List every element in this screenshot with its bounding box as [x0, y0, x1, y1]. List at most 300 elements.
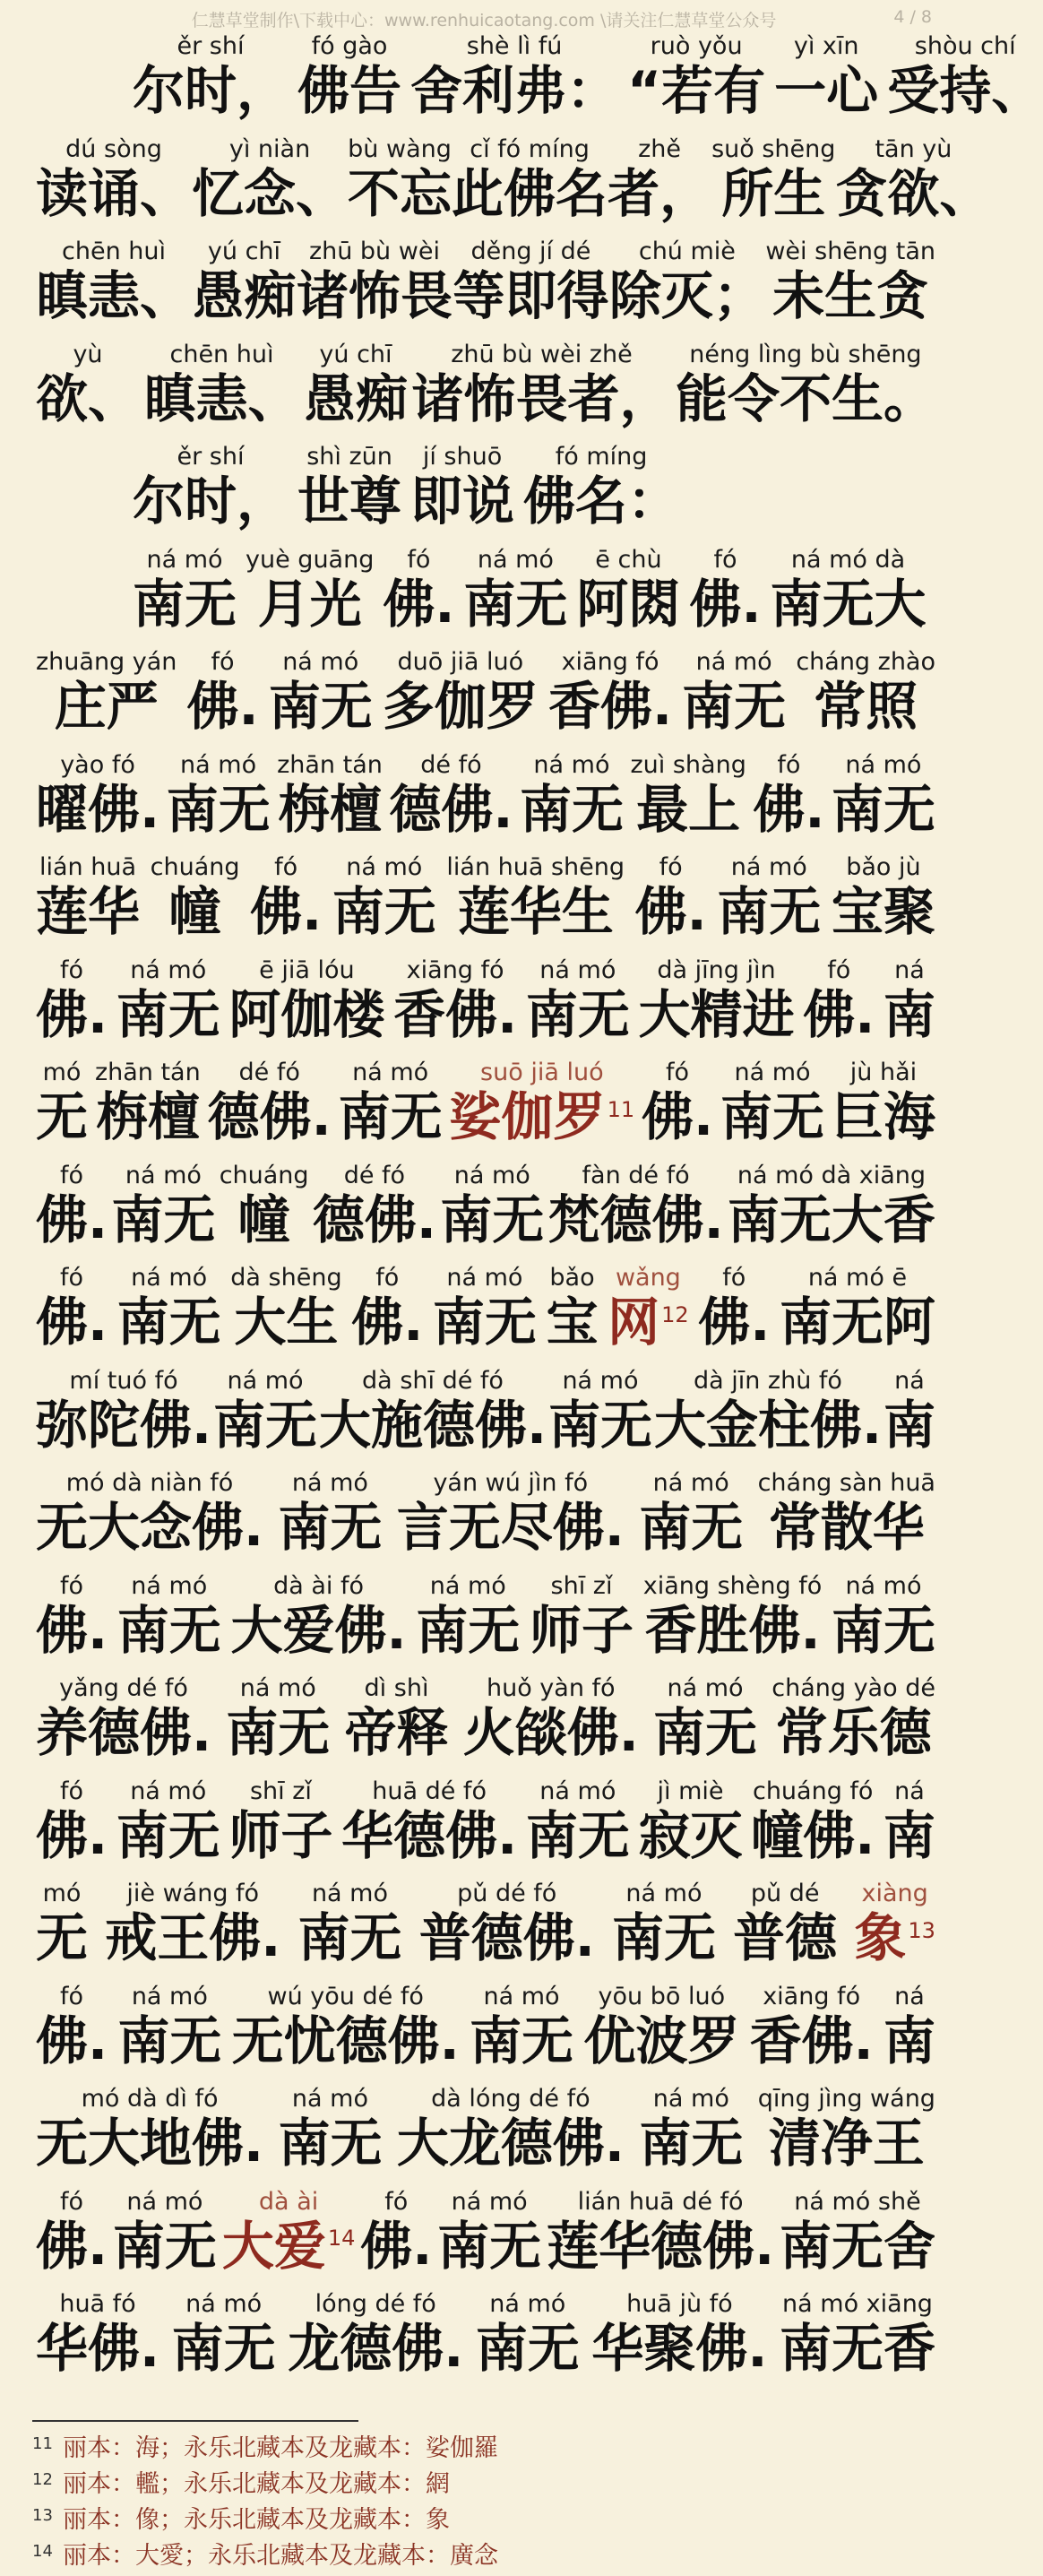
hanzi: 诸怖畏者，	[411, 367, 672, 429]
hanzi: 南无	[117, 2010, 222, 2071]
text-line	[36, 238, 935, 331]
pinyin: fó	[60, 1776, 84, 1805]
hanzi: 清净王	[768, 2113, 925, 2174]
word-unit	[630, 751, 746, 839]
hanzi: 佛.	[642, 1086, 714, 1147]
hanzi: 南	[883, 983, 935, 1045]
hanzi: 未生贪	[772, 265, 929, 326]
pinyin: děng jí dé	[470, 238, 591, 265]
hanzi: 者，	[608, 162, 712, 224]
word-unit	[117, 1983, 221, 2070]
word-unit	[770, 546, 926, 634]
word-unit	[36, 1777, 108, 1865]
text-line	[36, 2085, 935, 2178]
pinyin: fó	[60, 2187, 84, 2216]
word-unit	[36, 1469, 263, 1557]
hanzi: 南无	[116, 1599, 221, 1661]
hanzi: 南无	[416, 1599, 521, 1661]
word-unit	[753, 751, 824, 839]
pinyin: shī zǐ	[249, 1776, 312, 1805]
word-unit	[887, 32, 1043, 120]
pinyin: ná mó	[730, 853, 807, 881]
footnote-ref[interactable]: 13	[908, 1917, 935, 1943]
hanzi: 南无	[519, 778, 624, 840]
word-unit	[523, 443, 679, 531]
hanzi: 大生	[234, 1292, 339, 1353]
hanzi: 佛.	[36, 1292, 108, 1353]
word-unit	[720, 1059, 824, 1146]
hanzi: 无大地佛.	[36, 2113, 264, 2174]
pinyin: fó gào	[311, 32, 388, 60]
hanzi: 南无	[831, 1599, 935, 1661]
hanzi: 师子	[530, 1599, 634, 1661]
pinyin: yì niàn	[228, 134, 311, 163]
hanzi: 一心	[774, 60, 879, 121]
word-unit	[639, 1777, 743, 1865]
pinyin: dà shī dé fó	[362, 1366, 504, 1395]
word-unit	[639, 2085, 743, 2173]
pinyin: fó	[777, 750, 801, 779]
pinyin: chuáng	[219, 1161, 309, 1189]
pinyin: ná mó	[845, 1571, 922, 1600]
hanzi: 佛.	[186, 676, 259, 737]
hanzi: 香佛.	[749, 2010, 874, 2071]
hanzi: 龙德佛.	[288, 2318, 464, 2379]
hanzi: 南无	[133, 573, 237, 635]
pinyin: fó	[659, 853, 683, 881]
word-unit	[526, 956, 630, 1044]
word-unit	[213, 1367, 317, 1455]
word-unit	[682, 648, 786, 736]
pinyin: shī zǐ	[550, 1571, 613, 1600]
word-unit	[698, 1264, 770, 1352]
word-unit	[419, 1880, 595, 1967]
word-unit	[463, 1674, 639, 1762]
word-unit	[167, 751, 271, 839]
hanzi: 阿閦	[576, 573, 681, 635]
word-unit	[111, 1162, 215, 1249]
hanzi: 常散华	[768, 1497, 925, 1558]
pinyin: lián huā dé fó	[577, 2187, 744, 2216]
footnote-item	[32, 2433, 928, 2468]
word-unit	[36, 648, 177, 736]
pinyin: ná mó shě	[794, 2187, 921, 2216]
word-unit	[208, 1059, 332, 1146]
pinyin: fó	[713, 545, 737, 574]
hanzi: 贪欲、	[835, 162, 992, 224]
pinyin: ná mó	[483, 1982, 560, 2010]
hanzi: 忆念、	[192, 162, 349, 224]
pinyin: fó	[407, 545, 431, 574]
hanzi: 南无	[717, 881, 822, 942]
word-unit	[277, 751, 383, 839]
pinyin: dà jīng jìn	[657, 955, 776, 984]
pinyin: ná mó	[130, 955, 207, 984]
word-unit	[36, 1572, 108, 1660]
word-unit	[884, 956, 935, 1044]
pinyin: shòu chí	[914, 32, 1016, 60]
text-line	[36, 1469, 935, 1562]
footnote-ref[interactable]: 14	[327, 2226, 356, 2252]
hanzi: 多伽罗	[382, 676, 539, 737]
text-line	[36, 1983, 935, 2076]
hanzi: 南无	[611, 1907, 716, 1968]
word-unit	[117, 1572, 221, 1660]
word-unit	[676, 341, 935, 428]
pinyin: huā jù fó	[626, 2290, 733, 2318]
pinyin: mí tuó fó	[69, 1366, 178, 1395]
hanzi: 佛.	[360, 2215, 433, 2277]
pinyin: ná mó	[695, 648, 772, 676]
pinyin: xiāng fó	[406, 955, 504, 984]
pinyin: ná mó	[131, 1982, 208, 2010]
word-unit	[297, 443, 401, 531]
word-unit	[143, 341, 299, 428]
word-unit	[612, 1880, 716, 1967]
hanzi: 戒王佛.	[105, 1907, 281, 1968]
pinyin: ná mó	[477, 545, 554, 574]
footnote-ref[interactable]: 11	[607, 1096, 635, 1122]
word-unit	[832, 751, 935, 839]
pinyin: bǎo	[549, 1264, 595, 1292]
word-unit	[639, 956, 795, 1044]
word-unit	[470, 1983, 573, 2070]
word-unit	[113, 2188, 217, 2276]
word-unit	[832, 853, 935, 941]
word-unit	[780, 2290, 935, 2378]
word-unit	[313, 1162, 436, 1249]
word-unit	[750, 1983, 874, 2070]
word-unit	[345, 1674, 449, 1762]
word-unit	[627, 32, 765, 120]
word-unit	[297, 32, 401, 120]
hanzi: 莲华德佛.	[547, 2215, 775, 2277]
hanzi: 佛.	[383, 573, 455, 635]
hanzi: 言无尽佛.	[396, 1497, 625, 1558]
word-unit	[36, 2085, 263, 2173]
word-unit	[36, 1367, 211, 1455]
pinyin: xiāng fó	[763, 1982, 861, 2010]
pinyin: ná mó	[446, 1264, 523, 1292]
pinyin: cǐ fó míng	[470, 134, 590, 163]
pinyin: dà lóng dé fó	[431, 2085, 590, 2113]
hanzi: 南无	[213, 1394, 318, 1456]
word-unit	[133, 32, 289, 120]
hanzi: 常乐德	[775, 1702, 932, 1763]
word-unit	[520, 751, 624, 839]
pinyin: fó	[274, 853, 298, 881]
word-unit	[232, 1983, 460, 2070]
word-unit	[530, 1572, 634, 1660]
footnote-item	[32, 2504, 928, 2540]
variant-word	[222, 2188, 356, 2276]
hanzi: 宝	[546, 1292, 599, 1353]
hanzi: 网$^{12}$	[608, 1292, 689, 1353]
word-unit	[393, 956, 517, 1044]
word-unit	[220, 1162, 309, 1249]
word-unit	[228, 956, 384, 1044]
pinyin: fó	[60, 1161, 84, 1189]
pinyin: mó	[42, 1059, 82, 1086]
hanzi: 大施德佛.	[318, 1394, 547, 1456]
hanzi: 无大念佛.	[36, 1497, 264, 1558]
pinyin: ná mó	[131, 1264, 208, 1292]
hanzi: 南无	[440, 1189, 545, 1250]
hanzi: 南无	[547, 1394, 652, 1456]
page-header	[0, 0, 968, 36]
hanzi: 南无	[112, 2215, 217, 2277]
pinyin: ná mó	[125, 1161, 202, 1189]
footnote-number: 14	[32, 2542, 53, 2561]
variant-word	[450, 1059, 635, 1146]
word-unit	[133, 546, 237, 634]
hanzi: 南无	[111, 1189, 216, 1250]
word-unit	[348, 135, 452, 223]
text-line	[36, 1674, 935, 1768]
word-unit	[36, 2188, 108, 2276]
pinyin: ná mó	[533, 750, 610, 779]
word-unit	[411, 341, 671, 428]
pinyin: ná mó	[126, 2187, 203, 2216]
pinyin: fó	[60, 1982, 84, 2010]
pinyin: lóng dé fó	[315, 2290, 436, 2318]
word-unit	[332, 853, 436, 941]
pinyin: ruò yǒu	[650, 32, 743, 60]
pinyin: yù	[73, 340, 103, 368]
hanzi: 佛.	[36, 1189, 108, 1250]
hanzi: 佛.	[36, 1804, 108, 1866]
word-unit	[297, 238, 453, 325]
word-unit	[36, 135, 192, 223]
pinyin: cháng sàn huā	[757, 1469, 935, 1497]
hanzi: 华德佛.	[341, 1804, 518, 1866]
hanzi: 华佛.	[36, 2318, 160, 2379]
text-line	[36, 1162, 935, 1255]
hanzi: 佛告	[297, 60, 402, 121]
hanzi: 欲、	[36, 367, 141, 429]
pinyin: ná mó	[652, 2085, 729, 2113]
word-unit	[733, 1880, 837, 1967]
pinyin: lián huā	[39, 853, 137, 881]
pinyin: dì shì	[364, 1674, 429, 1702]
word-unit	[774, 32, 878, 120]
hanzi: 南无	[470, 2010, 574, 2071]
word-unit	[758, 2085, 935, 2173]
word-unit	[410, 443, 514, 531]
hanzi: 此佛名	[452, 162, 608, 224]
hanzi: 栴檀	[277, 778, 382, 840]
pinyin: bǎo jù	[846, 853, 921, 881]
pinyin: dà ài fó	[273, 1571, 364, 1600]
pinyin: yuè guāng	[246, 545, 375, 574]
text-line	[36, 1264, 935, 1357]
hanzi: 南无	[116, 1292, 221, 1353]
pinyin: ná mó	[131, 1571, 208, 1600]
pinyin: dú sòng	[65, 134, 162, 163]
footnotes	[32, 2433, 928, 2576]
word-unit	[397, 1469, 625, 1557]
hanzi: 无忧德佛.	[231, 2010, 460, 2071]
word-unit	[446, 853, 625, 941]
hanzi: 南无	[437, 2215, 542, 2277]
text-line	[36, 1880, 935, 1973]
pinyin: fàn dé fó	[582, 1161, 690, 1189]
pinyin: fó	[60, 1264, 84, 1292]
word-unit	[583, 1983, 739, 2070]
hanzi: 南无	[831, 778, 935, 840]
pinyin: xiāng shèng fó	[642, 1571, 823, 1600]
hanzi: 莲华	[36, 881, 141, 942]
pinyin: chú miè	[638, 238, 736, 265]
footnote-item	[32, 2468, 928, 2504]
word-unit	[36, 1674, 211, 1762]
footnote-item	[32, 2540, 928, 2576]
word-unit	[226, 1674, 330, 1762]
footnote-ref[interactable]: 12	[661, 1301, 689, 1327]
hanzi: 南无	[639, 1497, 744, 1558]
word-unit	[36, 2290, 159, 2378]
pinyin: ná mó	[667, 1674, 744, 1702]
hanzi: 大爱佛.	[230, 1599, 407, 1661]
word-unit	[653, 1674, 757, 1762]
hanzi: 南无	[116, 983, 220, 1045]
word-unit	[751, 1777, 875, 1865]
word-unit	[288, 2290, 463, 2378]
text-line	[36, 1572, 935, 1665]
pinyin: ná mó	[346, 853, 423, 881]
word-unit	[36, 1983, 108, 2070]
pinyin: zhān tán	[94, 1059, 201, 1086]
word-unit	[689, 546, 761, 634]
word-unit	[803, 956, 875, 1044]
hanzi: 弥陀佛.	[36, 1394, 212, 1456]
word-unit	[133, 443, 289, 531]
pinyin: mó	[42, 1880, 82, 1907]
pinyin: fó	[666, 1059, 690, 1086]
pinyin: cháng yào dé	[771, 1674, 935, 1702]
hanzi: 南无	[171, 2318, 276, 2379]
pinyin: zhān tán	[277, 750, 383, 779]
word-unit	[230, 1264, 341, 1352]
word-unit	[95, 1059, 201, 1146]
hanzi: 佛名：	[523, 471, 680, 532]
pinyin: mó dà niàn fó	[65, 1469, 234, 1497]
hanzi: 宝聚	[831, 881, 935, 942]
hanzi: 莲华生	[457, 881, 614, 942]
hanzi: 佛.	[36, 2010, 108, 2071]
word-unit	[884, 1367, 935, 1455]
word-unit	[36, 238, 192, 325]
hanzi: 佛.	[803, 983, 875, 1045]
pinyin: jí shuō	[422, 443, 503, 471]
pinyin: jiè wáng fó	[126, 1880, 260, 1907]
page-number: 4 / 8	[893, 7, 932, 27]
hanzi: 阿伽楼	[228, 983, 385, 1045]
word-unit	[116, 1777, 220, 1865]
hanzi: 德佛.	[312, 1189, 436, 1250]
word-unit	[187, 648, 259, 736]
word-unit	[717, 853, 821, 941]
pinyin: dé fó	[420, 750, 482, 779]
hanzi: 能令不生。	[675, 367, 935, 429]
hanzi: 大龙德佛.	[396, 2113, 625, 2174]
hanzi: 大精进	[638, 983, 795, 1045]
word-unit	[192, 238, 296, 325]
hanzi: 南无	[332, 881, 436, 942]
hanzi: 世尊	[297, 471, 402, 532]
word-unit	[351, 1264, 423, 1352]
hanzi: 佛.	[634, 881, 707, 942]
hanzi: 南无	[639, 2113, 744, 2174]
pinyin: ná mó	[625, 1880, 703, 1907]
word-unit	[547, 2188, 774, 2276]
word-unit	[172, 2290, 276, 2378]
header-text: 仁慧草堂制作\下载中心：www.renhuicaotang.com \请关注仁慧草堂公众号	[191, 11, 777, 30]
hanzi: 南无大	[770, 573, 927, 635]
hanzi: 南无	[525, 983, 630, 1045]
text-line	[36, 2290, 935, 2383]
word-unit	[591, 2290, 767, 2378]
hanzi: 幢	[168, 881, 221, 942]
pinyin: chuáng fó	[752, 1776, 874, 1805]
pinyin: wú yōu dé fó	[267, 1982, 424, 2010]
pinyin: ná	[894, 955, 925, 984]
pinyin: yì xīn	[793, 32, 859, 60]
pinyin: chuáng	[150, 853, 240, 881]
hanzi: 德佛.	[389, 778, 513, 840]
pinyin: ná mó	[845, 750, 922, 779]
pinyin: ná mó	[282, 648, 359, 676]
pinyin: ná mó	[352, 1059, 429, 1086]
word-unit	[832, 1059, 935, 1146]
pinyin: ná mó	[311, 1880, 388, 1907]
pinyin: ná mó	[562, 1366, 639, 1395]
word-unit	[796, 648, 935, 736]
word-unit	[711, 135, 835, 223]
pinyin: dà jīn zhù fó	[693, 1366, 842, 1395]
pinyin: mó dà dì fó	[81, 2085, 219, 2113]
variant-word	[854, 1880, 935, 1967]
word-unit	[250, 853, 322, 941]
word-unit	[231, 1572, 407, 1660]
footnote-text: 丽本：大愛；永乐北藏本及龙藏本：廣念	[63, 2542, 498, 2570]
word-unit	[440, 1162, 544, 1249]
pinyin: ná mó	[291, 2085, 368, 2113]
pinyin: huā fó	[59, 2290, 136, 2318]
hanzi: 佛.	[753, 778, 825, 840]
word-unit	[576, 546, 680, 634]
hanzi: 庄严	[54, 676, 159, 737]
word-unit	[360, 2188, 432, 2276]
pinyin: zhū bù wèi zhě	[451, 340, 633, 368]
hanzi: 德佛.	[207, 1086, 332, 1147]
pinyin: suō jiā luó	[480, 1059, 604, 1086]
word-unit	[832, 1572, 935, 1660]
word-unit	[410, 32, 618, 120]
variant-word	[608, 1264, 689, 1352]
pinyin: fó	[827, 955, 851, 984]
pinyin: pǔ dé fó	[457, 1880, 557, 1907]
pinyin: ná	[894, 1982, 925, 2010]
text-line	[133, 546, 935, 639]
hanzi: 瞋恚、	[143, 367, 300, 429]
hanzi: 南无	[463, 573, 568, 635]
hanzi: 南无	[278, 1497, 383, 1558]
hanzi: 南无大香	[727, 1189, 935, 1250]
text-line	[36, 134, 992, 229]
hanzi: 南无	[475, 2318, 580, 2379]
pinyin: jù hǎi	[849, 1059, 918, 1086]
